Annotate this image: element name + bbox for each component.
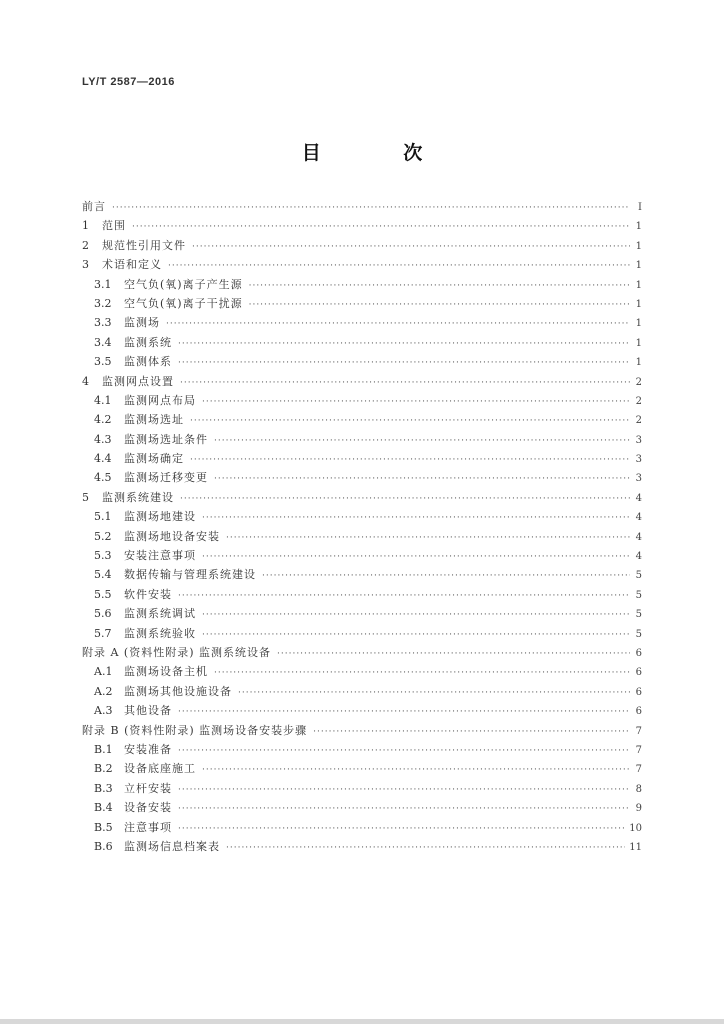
toc-entry-label: 立杆安装 [124, 781, 172, 795]
toc-entry-page: 7 [635, 764, 642, 776]
toc-entry[interactable] [82, 237, 642, 256]
toc-entry-label: 监测系统建设 [102, 490, 174, 504]
toc-entry-label: 监测场选址 [124, 413, 184, 427]
page-bottom-edge [0, 1019, 724, 1024]
toc-dot-leader [112, 203, 630, 213]
toc-entry[interactable] [82, 256, 642, 275]
toc-dot-leader [178, 591, 630, 601]
toc-dot-leader [178, 339, 630, 349]
toc-entry[interactable] [82, 586, 642, 605]
toc-entry[interactable] [82, 566, 642, 585]
toc-entry-number: 4 [82, 374, 89, 388]
toc-entry-label: 设备底座施工 [124, 762, 196, 776]
toc-entry[interactable] [82, 741, 642, 760]
toc-entry-page: 4 [635, 512, 642, 524]
toc-dot-leader [168, 261, 630, 271]
toc-entry-label: 安装准备 [124, 742, 172, 756]
toc-entry-page: 1 [635, 279, 642, 291]
toc-entry-label: 规范性引用文件 [102, 238, 186, 252]
toc-entry-label: 软件安装 [124, 587, 172, 601]
toc-entry-number: 2 [82, 238, 89, 252]
toc-entry-page: 3 [635, 473, 642, 485]
toc-dot-leader [277, 649, 630, 659]
toc-entry[interactable] [82, 295, 642, 314]
toc-entry-label: 附录 B (资料性附录) 监测场设备安装步骤 [82, 723, 308, 737]
toc-entry-page: 1 [635, 240, 642, 252]
toc-entry-label: 监测系统调试 [124, 607, 196, 621]
toc-entry-number: A.1 [94, 665, 113, 679]
toc-entry-page: 4 [635, 551, 642, 563]
toc-entry-label: 监测场地设备安装 [124, 529, 220, 543]
toc-entry[interactable] [82, 314, 642, 333]
toc-entry-number: 4.1 [94, 393, 112, 407]
toc-entry[interactable] [82, 276, 642, 295]
toc-entry[interactable] [82, 780, 642, 799]
toc-entry-label: 监测场信息档案表 [124, 839, 220, 853]
toc-entry-number: 3.4 [94, 335, 112, 349]
toc-entry[interactable] [82, 683, 642, 702]
toc-entry-page: I [638, 202, 642, 213]
toc-entry-number: 1 [82, 219, 89, 233]
toc-entry-number: B.5 [94, 820, 113, 834]
toc-dot-leader [226, 533, 630, 543]
toc-entry-number: 4.3 [94, 432, 112, 446]
toc-entry[interactable] [82, 605, 642, 624]
toc-entry-label: 数据传输与管理系统建设 [124, 568, 256, 582]
document-code: LY/T 2587—2016 [82, 76, 175, 88]
toc-entry-page: 6 [635, 647, 642, 659]
toc-entry-page: 1 [635, 260, 642, 272]
toc-dot-leader [238, 688, 630, 698]
toc-entry-label: 前言 [82, 200, 106, 213]
toc-dot-leader [214, 474, 630, 484]
toc-entry[interactable] [82, 644, 642, 663]
toc-entry-label: 范围 [102, 219, 126, 233]
toc-entry-label: 其他设备 [124, 704, 172, 718]
toc-dot-leader [190, 455, 630, 465]
toc-entry[interactable] [82, 431, 642, 450]
toc-dot-leader [180, 378, 630, 388]
toc-entry-number: 5.1 [94, 510, 112, 524]
toc-entry-page: 2 [635, 395, 642, 407]
toc-entry-number: 5 [82, 490, 89, 504]
toc-dot-leader [214, 436, 630, 446]
toc-entry[interactable] [82, 198, 642, 217]
toc-entry-number: 3.5 [94, 355, 112, 369]
toc-entry[interactable] [82, 469, 642, 488]
toc-entry-page: 1 [635, 298, 642, 310]
toc-entry[interactable] [82, 663, 642, 682]
toc-dot-leader [202, 630, 630, 640]
toc-entry-number: B.3 [94, 781, 113, 795]
toc-entry[interactable] [82, 373, 642, 392]
toc-entry-label: 监测系统 [124, 335, 172, 349]
toc-entry-number: 4.2 [94, 413, 112, 427]
toc-entry-number: 3.1 [94, 277, 112, 291]
toc-entry-number: 5.7 [94, 626, 112, 640]
toc-entry-number: 4.5 [94, 471, 112, 485]
toc-entry-page: 5 [635, 570, 642, 582]
toc-entry-number: A.3 [94, 704, 113, 718]
toc-dot-leader [178, 804, 630, 814]
toc-dot-leader [262, 571, 630, 581]
toc-entry-page: 8 [635, 783, 642, 795]
toc-entry-label: 监测网点设置 [102, 374, 174, 388]
toc-entry-number: 3 [82, 258, 89, 272]
toc-dot-leader [202, 610, 630, 620]
toc-dot-leader [202, 552, 630, 562]
toc-entry-page: 7 [635, 744, 642, 756]
toc-entry-page: 1 [635, 318, 642, 330]
toc-entry-label: 监测场设备主机 [124, 665, 208, 679]
toc-dot-leader [214, 668, 630, 678]
toc-entry-label: 监测场其他设施设备 [124, 684, 232, 698]
toc-entry[interactable] [82, 702, 642, 721]
toc-entry-number: 5.3 [94, 549, 112, 563]
toc-entry-label: 术语和定义 [102, 258, 162, 272]
toc-dot-leader [249, 281, 630, 291]
toc-entry[interactable] [82, 547, 642, 566]
toc-entry-label: 空气负(氧)离子产生源 [124, 277, 243, 291]
toc-entry-page: 1 [635, 221, 642, 233]
toc-entry-label: 监测场地建设 [124, 510, 196, 524]
toc-entry-page: 6 [635, 667, 642, 679]
toc-dot-leader [202, 765, 630, 775]
toc-entry[interactable] [82, 625, 642, 644]
toc-entry-page: 1 [635, 357, 642, 369]
toc-entry-page: 5 [635, 628, 642, 640]
toc-entry-page: 1 [635, 337, 642, 349]
toc-entry-number: B.6 [94, 839, 113, 853]
toc-dot-leader [178, 746, 630, 756]
toc-entry-number: 5.6 [94, 607, 112, 621]
toc-entry-page: 6 [635, 706, 642, 718]
toc-dot-leader [202, 513, 630, 523]
toc-dot-leader [226, 843, 625, 853]
toc-entry-label: 安装注意事项 [124, 549, 196, 563]
toc-entry-page: 7 [635, 725, 642, 737]
toc-entry[interactable] [82, 334, 642, 353]
toc-dot-leader [313, 727, 630, 737]
toc-entry[interactable] [82, 353, 642, 372]
toc-entry-page: 3 [635, 454, 642, 466]
toc-entry[interactable] [82, 799, 642, 818]
toc-entry-page: 4 [635, 492, 642, 504]
toc-entry-label: 附录 A (资料性附录) 监测系统设备 [82, 645, 272, 659]
toc-entry-number: 3.3 [94, 316, 112, 330]
toc-dot-leader [132, 222, 630, 232]
toc-dot-leader [192, 242, 630, 252]
toc-entry-label: 监测场迁移变更 [124, 471, 208, 485]
toc-entry[interactable] [82, 450, 642, 469]
toc-dot-leader [202, 397, 630, 407]
toc-entry[interactable] [82, 760, 642, 779]
toc-dot-leader [166, 319, 630, 329]
toc-entry-label: 监测体系 [124, 355, 172, 369]
toc-entry-label: 空气负(氧)离子干扰源 [124, 296, 243, 310]
toc-entry-page: 3 [635, 434, 642, 446]
toc-entry-number: 3.2 [94, 296, 112, 310]
toc-dot-leader [249, 300, 630, 310]
toc-entry-label: 设备安装 [124, 801, 172, 815]
toc-entry-number: 4.4 [94, 452, 112, 466]
toc-dot-leader [178, 358, 630, 368]
page-title: 目 次 [301, 142, 461, 164]
toc-entry-page: 10 [629, 822, 642, 834]
toc-entry-label: 监测场 [124, 316, 160, 330]
toc-entry-page: 9 [635, 803, 642, 815]
toc-entry-page: 5 [635, 609, 642, 621]
toc-entry-number: B.1 [94, 742, 113, 756]
toc-entry[interactable] [82, 508, 642, 527]
toc-entry-number: 5.4 [94, 568, 112, 582]
toc-entry-number: 5.5 [94, 587, 112, 601]
toc-entry[interactable] [82, 217, 642, 236]
toc-entry-page: 5 [635, 589, 642, 601]
toc-entry[interactable] [82, 528, 642, 547]
toc-dot-leader [178, 785, 630, 795]
toc-entry-label: 监测网点布局 [124, 393, 196, 407]
toc-entry-number: A.2 [94, 684, 113, 698]
toc-dot-leader [178, 707, 630, 717]
toc-entry-label: 注意事项 [124, 820, 172, 834]
toc-entry-page: 2 [635, 376, 642, 388]
toc-entry-page: 6 [635, 686, 642, 698]
toc-entry-page: 4 [635, 531, 642, 543]
toc-entry-label: 监测系统验收 [124, 626, 196, 640]
toc-entry-label: 监测场确定 [124, 452, 184, 466]
toc-entry[interactable] [82, 489, 642, 508]
toc-dot-leader [178, 824, 625, 834]
toc-entry[interactable] [82, 392, 642, 411]
toc-entry-page: 2 [635, 415, 642, 427]
table-of-contents [82, 198, 642, 857]
toc-entry-number: 5.2 [94, 529, 112, 543]
toc-entry[interactable] [82, 411, 642, 430]
toc-entry[interactable] [82, 722, 642, 741]
toc-dot-leader [190, 416, 630, 426]
toc-entry-page: 11 [629, 841, 642, 853]
toc-entry[interactable] [82, 819, 642, 838]
toc-dot-leader [180, 494, 630, 504]
toc-entry-number: B.4 [94, 801, 113, 815]
toc-entry-number: B.2 [94, 762, 113, 776]
toc-entry[interactable] [82, 838, 642, 857]
toc-entry-label: 监测场选址条件 [124, 432, 208, 446]
